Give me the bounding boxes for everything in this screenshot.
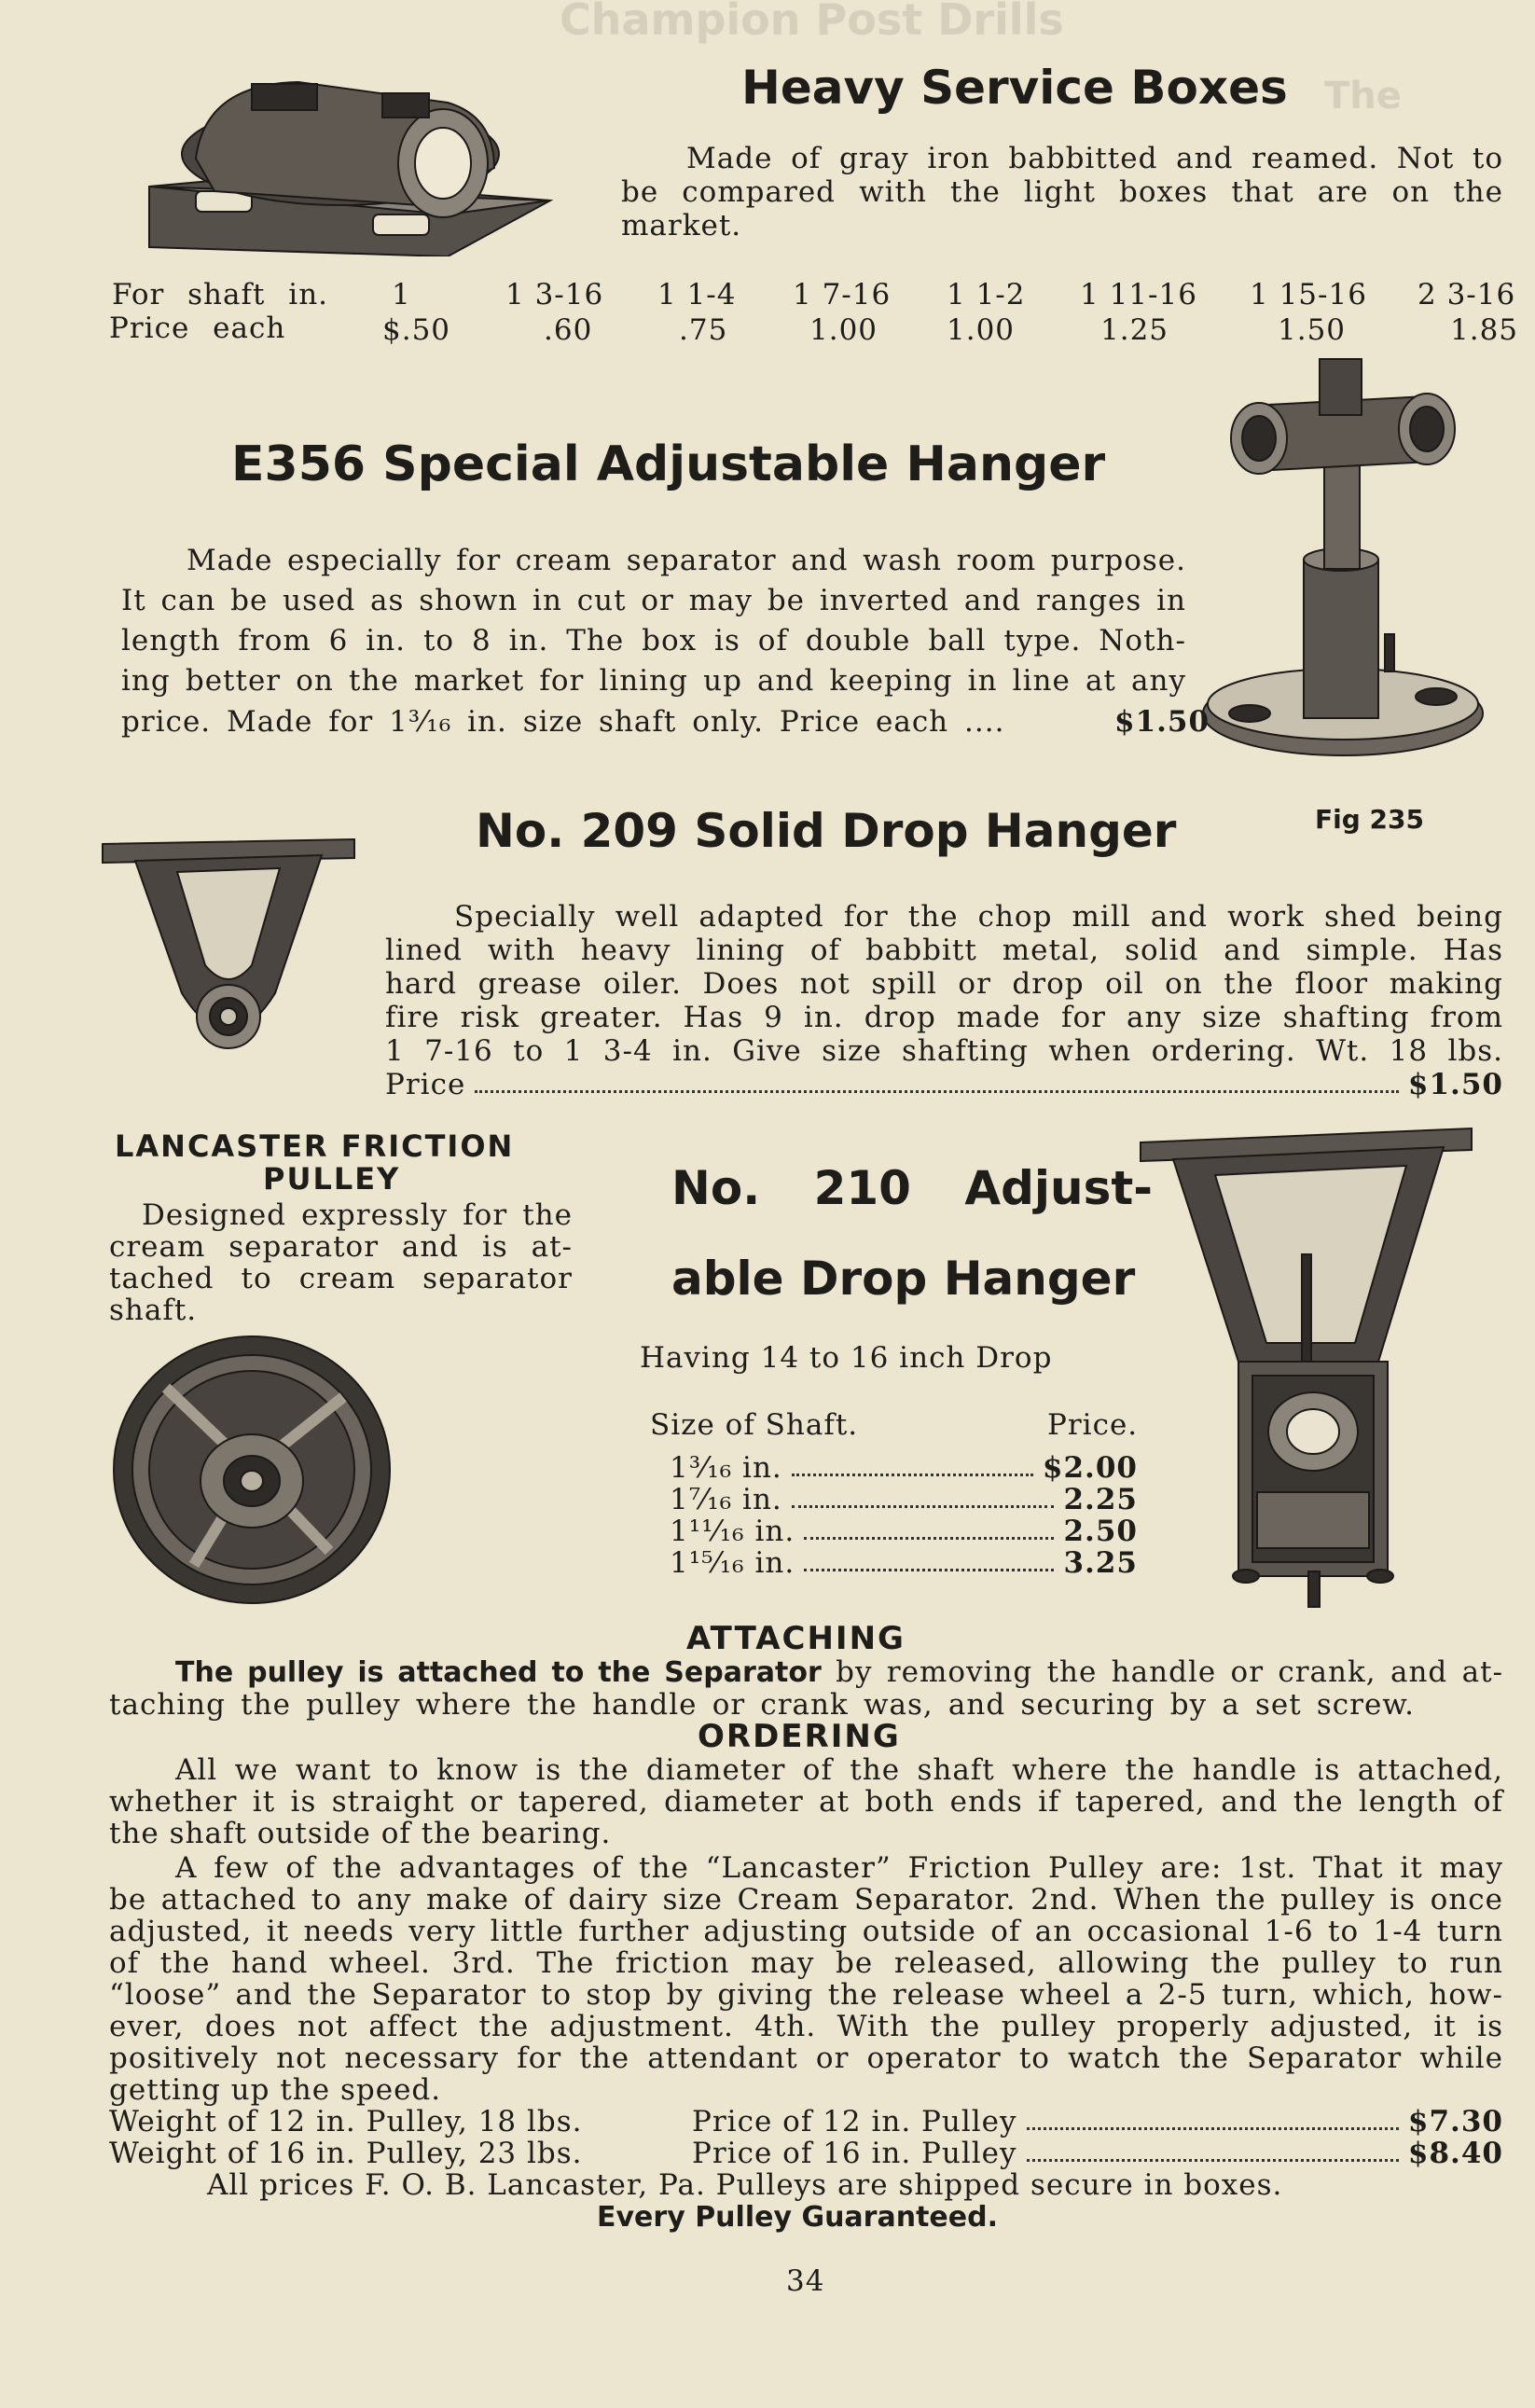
attaching-heading: ATTACHING <box>686 1620 906 1657</box>
no210-row-3-leader <box>804 1515 1054 1540</box>
bleed-through-heading: The <box>1324 75 1402 118</box>
no210-row-1-size: 1³⁄₁₆ in. <box>670 1451 782 1485</box>
size-6: 1 11-16 <box>1080 278 1197 311</box>
lancaster-desc-2: cream separator and is at- <box>109 1230 573 1264</box>
no209-price-row <box>385 1068 1503 1101</box>
fob-note: All prices F. O. B. Lancaster, Pa. Pulleys are shipped secure in boxes. <box>207 2168 1283 2202</box>
price-4: 1.00 <box>809 313 878 347</box>
attaching-line-1 <box>175 1655 1503 1690</box>
weight-16: Weight of 16 in. Pulley, 23 lbs. <box>109 2137 583 2170</box>
adjustable-hanger-illustration <box>1194 350 1501 769</box>
price-2: .60 <box>544 313 593 347</box>
size-2: 1 3-16 <box>505 278 604 311</box>
e356-line-3: length from 6 in. to 8 in. The box is of double ball type. Noth- <box>121 624 1186 657</box>
price-8: 1.85 <box>1450 313 1519 347</box>
bleed-through-title: Champion Post Drills <box>560 0 1064 45</box>
page-number: 34 <box>786 2264 825 2298</box>
ordering-line-2: whether it is straight or tapered, diameter at both ends if tapered, and the length of <box>109 1785 1503 1819</box>
no210-price-header: Price. <box>1047 1408 1139 1442</box>
no209-line-2: lined with heavy lining of babbitt metal, solid and simple. Has <box>385 934 1503 967</box>
no210-row-1 <box>670 1451 1138 1485</box>
no210-row-4-size: 1¹⁵⁄₁₆ in. <box>670 1546 795 1580</box>
no210-row-3 <box>670 1515 1138 1548</box>
advantages-line-1: A few of the advantages of the “Lancaster” Friction Pulley are: 1st. That it may <box>175 1851 1503 1885</box>
heavy-service-boxes-desc-2: be compared with the light boxes that are on the <box>621 175 1503 209</box>
price-1: $.50 <box>382 313 451 347</box>
guarantee-note: Every Pulley Guaranteed. <box>597 2201 998 2234</box>
solid-drop-hanger-illustration <box>98 835 359 1077</box>
size-8: 2 3-16 <box>1417 278 1516 311</box>
size-3: 1 1-4 <box>657 278 737 311</box>
weight-12: Weight of 12 in. Pulley, 18 lbs. <box>109 2105 583 2138</box>
advantages-line-3: adjusted, it needs very little further adjusting outside of an occasional 1-6 to 1-4 turn <box>109 1915 1503 1948</box>
price-16-label: Price of 16 in. Pulley <box>692 2137 1017 2170</box>
ordering-heading: ORDERING <box>698 1718 901 1755</box>
advantages-line-7: positively not necessary for the attendant or operator to watch the Separator while <box>109 2041 1503 2075</box>
lancaster-desc-3: tached to cream separator <box>109 1262 573 1295</box>
price-16-leader <box>1027 2137 1399 2162</box>
advantages-line-8: getting up the speed. <box>109 2073 442 2107</box>
no210-row-2 <box>670 1483 1138 1516</box>
heavy-service-boxes-title: Heavy Service Boxes <box>741 61 1288 115</box>
no209-price: $1.50 <box>1407 1068 1503 1101</box>
lancaster-desc-4: shaft. <box>109 1294 198 1327</box>
no210-size-header: Size of Shaft. <box>650 1408 859 1442</box>
size-5: 1 1-2 <box>947 278 1026 311</box>
no210-title-2: able Drop Hanger <box>671 1252 1136 1306</box>
attaching-bold-lead: The pulley is attached to the Separator <box>175 1656 822 1689</box>
fig-235-caption: Fig 235 <box>1315 804 1424 835</box>
no210-drop: Having 14 to 16 inch Drop <box>640 1341 1053 1375</box>
price-3: .75 <box>679 313 728 347</box>
price-label: Price each <box>109 311 286 345</box>
price-5: 1.00 <box>947 313 1016 347</box>
no209-title: No. 209 Solid Drop Hanger <box>476 804 1177 858</box>
price-16-row <box>692 2137 1503 2170</box>
price-12-label: Price of 12 in. Pulley <box>692 2105 1017 2138</box>
no210-row-3-size: 1¹¹⁄₁₆ in. <box>670 1515 795 1548</box>
size-7: 1 15-16 <box>1250 278 1367 311</box>
price-12: $7.30 <box>1407 2105 1503 2138</box>
no210-row-2-price: 2.25 <box>1063 1483 1138 1516</box>
no210-row-4-price: 3.25 <box>1063 1546 1138 1580</box>
no209-price-label: Price <box>385 1068 466 1101</box>
no210-row-2-leader <box>792 1483 1055 1508</box>
advantages-line-6: ever, does not affect the adjustment. 4th. With the pulley properly adjusted, it is <box>109 2010 1503 2043</box>
no210-row-1-price: $2.00 <box>1042 1451 1138 1485</box>
e356-line-1: Made especially for cream separator and wash room purpose. <box>187 544 1186 577</box>
heavy-service-boxes-desc-3: market. <box>621 209 742 242</box>
lancaster-title-2: PULLEY <box>263 1161 401 1197</box>
lancaster-title-1: LANCASTER FRICTION <box>115 1128 515 1164</box>
e356-line-2: It can be used as shown in cut or may be inverted and ranges in <box>121 584 1186 617</box>
shaft-label: For shaft in. <box>112 278 329 311</box>
no209-line-5: 1 7-16 to 1 3-4 in. Give size shafting when ordering. Wt. 18 lbs. <box>385 1034 1503 1068</box>
adjustable-drop-hanger-illustration <box>1136 1124 1476 1609</box>
no210-row-4-leader <box>804 1546 1054 1571</box>
no209-line-3: hard grease oiler. Does not spill or drop oil on the floor making <box>385 967 1503 1001</box>
ordering-line-3: the shaft outside of the bearing. <box>109 1817 612 1850</box>
friction-pulley-illustration <box>110 1332 394 1607</box>
e356-line-4: ing better on the market for lining up and keeping in line at any <box>121 664 1186 698</box>
ordering-line-1: All we want to know is the diameter of the shaft where the handle is attached, <box>175 1753 1503 1787</box>
attaching-line-1-rest: by removing the handle or crank, and at- <box>836 1655 1503 1689</box>
e356-title: E356 Special Adjustable Hanger <box>231 436 1106 492</box>
service-box-illustration <box>140 65 578 256</box>
price-12-leader <box>1027 2105 1399 2130</box>
e356-last-line: price. Made for 1³⁄₁₆ in. size shaft only. Price each .... <box>121 705 1005 739</box>
no209-line-4: fire risk greater. Has 9 in. drop made for any size shafting from <box>385 1001 1503 1034</box>
advantages-line-4: of the hand wheel. 3rd. The friction may be released, allowing the pulley to run <box>109 1946 1503 1980</box>
attaching-line-2: taching the pulley where the handle or crank was, and securing by a set screw. <box>109 1688 1415 1722</box>
no210-row-3-price: 2.50 <box>1063 1515 1138 1548</box>
advantages-line-5: “loose” and the Separator to stop by giving the release wheel a 2-5 turn, which, how- <box>109 1978 1503 2012</box>
size-1: 1 <box>392 278 411 311</box>
price-16: $8.40 <box>1407 2137 1503 2170</box>
heavy-service-boxes-desc-1: Made of gray iron babbitted and reamed. Not to <box>686 142 1503 175</box>
no210-row-4 <box>670 1546 1138 1580</box>
no210-row-2-size: 1⁷⁄₁₆ in. <box>670 1483 782 1516</box>
no210-row-1-leader <box>792 1451 1033 1476</box>
no210-title-1: No. 210 Adjust- <box>671 1161 1154 1215</box>
advantages-line-2: be attached to any make of dairy size Cream Separator. 2nd. When the pulley is once <box>109 1883 1503 1917</box>
lancaster-desc-1: Designed expressly for the <box>142 1198 573 1232</box>
price-6: 1.25 <box>1100 313 1169 347</box>
size-4: 1 7-16 <box>793 278 892 311</box>
e356-price: $1.50 <box>1114 705 1210 739</box>
price-12-row <box>692 2105 1503 2138</box>
no209-line-1: Specially well adapted for the chop mill and work shed being <box>454 900 1503 934</box>
no209-price-leader <box>475 1068 1399 1093</box>
price-7: 1.50 <box>1278 313 1347 347</box>
